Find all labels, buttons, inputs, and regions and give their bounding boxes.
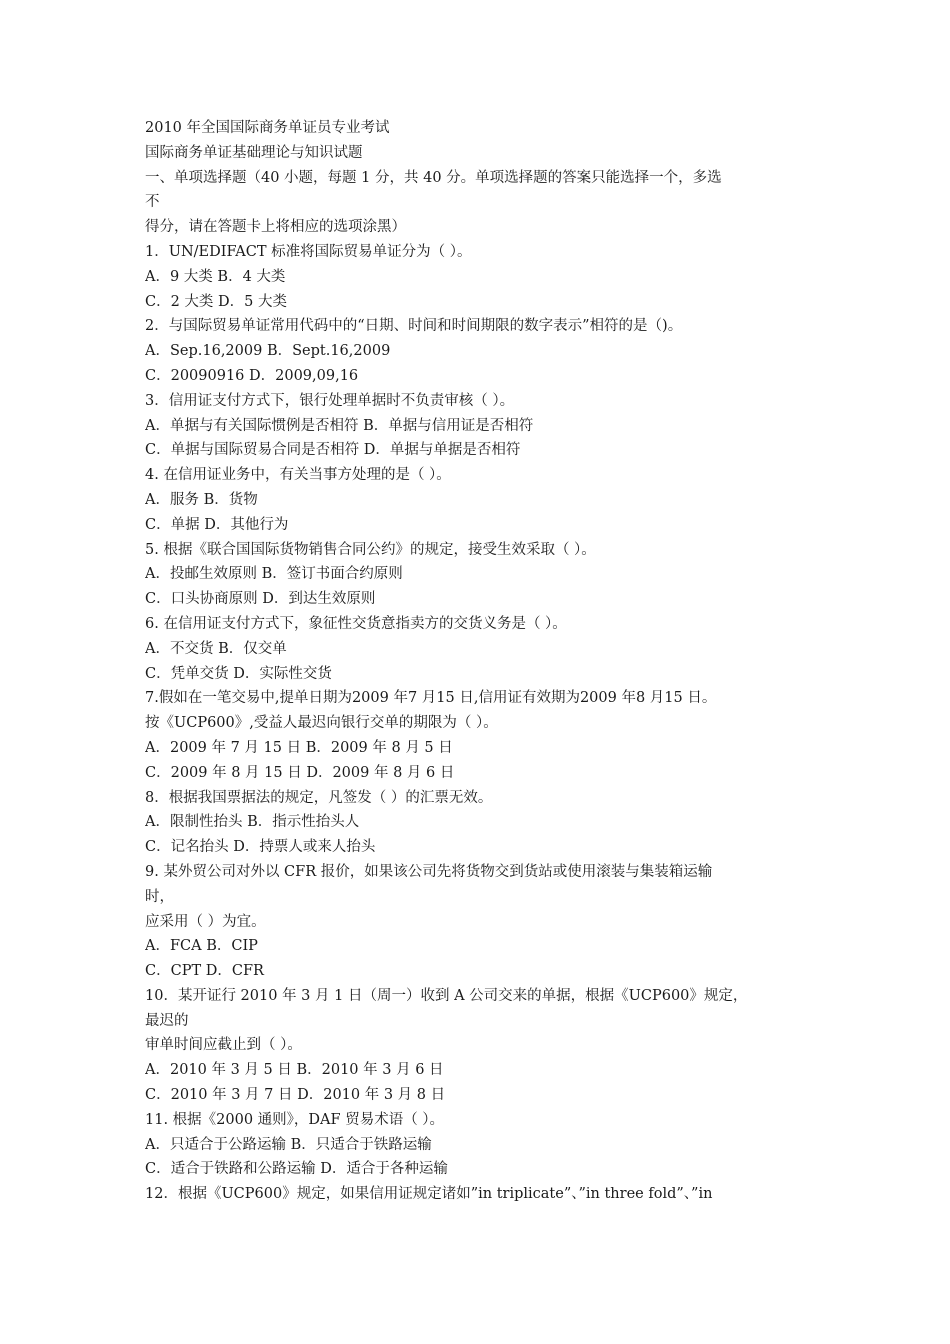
question-8-options: C．记名抬头 D．持票人或来人抬头 [145, 839, 376, 856]
section-instruction: 一、单项选择题（40 小题，每题 1 分，共 40 分。单项选择题的答案只能选择一个，多选 [145, 169, 722, 186]
exam-title: 2010 年全国国际商务单证员专业考试 [145, 120, 390, 136]
question-7: 7.假如在一笔交易中,提单日期为2009 年7 月15 日,信用证有效期为2009 年8 月15 日。 [145, 690, 717, 707]
question-5-options: A．投邮生效原则 B．签订书面合约原则 [145, 566, 403, 583]
question-10: 10．某开证行 2010 年 3 月 1 日（周一）收到 A 公司交来的单据，根据《UCP600》规定， [145, 987, 748, 1004]
question-12: 12．根据《UCP600》规定，如果信用证规定诸如”in triplicate”、”in three fold”、”in [145, 1186, 713, 1203]
question-3-options: A．单据与有关国际惯例是否相符 B．单据与信用证是否相符 [145, 417, 534, 434]
question-4: 4. 在信用证业务中，有关当事方处理的是（ ）。 [145, 467, 451, 484]
exam-subtitle: 国际商务单证基础理论与知识试题 [145, 144, 363, 161]
question-11: 11. 根据《2000 通则》，DAF 贸易术语（ ）。 [145, 1111, 445, 1128]
question-8: 8．根据我国票据法的规定，凡签发（ ）的汇票无效。 [145, 789, 493, 806]
question-7-options: A．2009 年 7 月 15 日 B．2009 年 8 月 5 日 [145, 739, 453, 756]
question-11-options: C．适合于铁路和公路运输 D．适合于各种运输 [145, 1161, 448, 1178]
question-3-options: C．单据与国际贸易合同是否相符 D．单据与单据是否相符 [145, 442, 521, 459]
section-instruction: 不 [145, 194, 160, 211]
question-9-options: A．FCA B．CIP [145, 938, 258, 955]
question-7: 按《UCP600》,受益人最迟向银行交单的期限为（ ）。 [145, 715, 498, 732]
question-9-options: C．CPT D．CFR [145, 963, 264, 980]
question-7-options: C．2009 年 8 月 15 日 D．2009 年 8 月 6 日 [145, 764, 455, 781]
question-9: 时， [145, 888, 174, 905]
question-10-options: A．2010 年 3 月 5 日 B．2010 年 3 月 6 日 [145, 1062, 444, 1079]
question-5: 5. 根据《联合国国际货物销售合同公约》的规定，接受生效采取（ ）。 [145, 541, 596, 558]
question-10: 审单时间应截止到（ ）。 [145, 1037, 302, 1054]
question-8-options: A．限制性抬头 B．指示性抬头人 [145, 814, 360, 831]
question-3: 3．信用证支付方式下，银行处理单据时不负责审核（ ）。 [145, 392, 515, 409]
section-instruction: 得分，请在答题卡上将相应的选项涂黑） [145, 219, 406, 236]
question-10: 最迟的 [145, 1012, 189, 1029]
question-4-options: A．服务 B．货物 [145, 491, 258, 508]
question-11-options: A．只适合于公路运输 B．只适合于铁路运输 [145, 1136, 432, 1153]
question-6-options: C．凭单交货 D．实际性交货 [145, 665, 332, 682]
question-6: 6. 在信用证支付方式下，象征性交货意指卖方的交货义务是（ ）。 [145, 615, 567, 632]
question-1-options: A．9 大类 B．4 大类 [145, 268, 286, 285]
question-9: 应采用（ ）为宜。 [145, 913, 266, 930]
question-10-options: C．2010 年 3 月 7 日 D．2010 年 3 月 8 日 [145, 1087, 446, 1104]
question-5-options: C．口头协商原则 D．到达生效原则 [145, 591, 376, 608]
question-4-options: C．单据 D．其他行为 [145, 516, 289, 533]
question-9: 9. 某外贸公司对外以 CFR 报价，如果该公司先将货物交到货站或使用滚装与集装箱运输 [145, 863, 713, 880]
question-1: 1．UN/EDIFACT 标准将国际贸易单证分为（ ）。 [145, 243, 472, 260]
exam-text-body [145, 116, 815, 1207]
question-2-options: A．Sep.16,2009 B．Sept.16,2009 [145, 343, 391, 360]
question-2-options: C．20090916 D．2009,09,16 [145, 367, 359, 384]
question-1-options: C．2 大类 D．5 大类 [145, 293, 287, 310]
question-2: 2．与国际贸易单证常用代码中的“日期、时间和时间期限的数字表示”相符的是（)。 [145, 318, 683, 335]
question-6-options: A．不交货 B．仅交单 [145, 640, 287, 657]
